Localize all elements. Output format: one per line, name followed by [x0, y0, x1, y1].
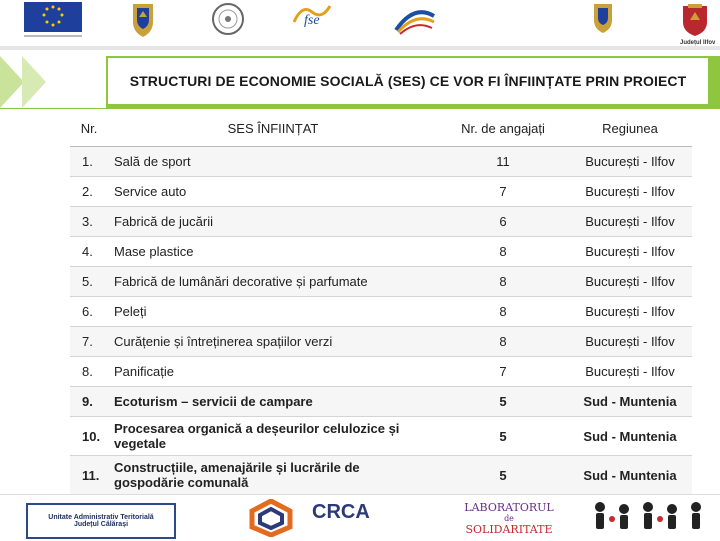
table-row [70, 267, 692, 297]
table-row [70, 297, 692, 327]
cell-ses-name: Peleți [108, 297, 438, 327]
cell-ses-name: Construcțiile, amenajările și lucrările de gospodărie comunală [108, 456, 438, 495]
cell-employees: 7 [438, 357, 568, 387]
uat-line2: Județul Călărași [73, 521, 129, 528]
cell-ses-name: Curățenie și întreținerea spațiilor verzi [108, 327, 438, 357]
cell-ses-name: Sală de sport [108, 147, 438, 177]
table-row [70, 327, 692, 357]
cell-ses-name: Mase plastice [108, 237, 438, 267]
cell-ses-name: Fabrică de jucării [108, 207, 438, 237]
arrow-decoration-icon [22, 56, 46, 108]
cell-nr: 10. [70, 417, 108, 456]
crca-hexagon-icon [238, 499, 304, 537]
uat-calarasi-logo [26, 503, 176, 539]
cell-region: București - Ilfov [568, 267, 692, 297]
column-header-employees: Nr. de angajați [438, 110, 568, 147]
cell-nr: 3. [70, 207, 108, 237]
svg-text:fse: fse [304, 13, 320, 28]
column-header-nr: Nr. [70, 110, 108, 147]
lab-line2: de [504, 514, 514, 523]
table-row [70, 207, 692, 237]
cell-region: Sud - Muntenia [568, 417, 692, 456]
cell-ses-name: Panificație [108, 357, 438, 387]
cell-region: București - Ilfov [568, 297, 692, 327]
cell-nr: 6. [70, 297, 108, 327]
cell-employees: 7 [438, 177, 568, 207]
page-title: STRUCTURI DE ECONOMIE SOCIALĂ (SES) CE VOR FI ÎNFIINȚATE PRIN PROIECT [129, 73, 687, 89]
cell-nr: 5. [70, 267, 108, 297]
cell-ses-name: Procesarea organică a deșeurilor celulozice și vegetale [108, 417, 438, 456]
ministry-crest-icon [592, 2, 614, 40]
title-underline [0, 108, 720, 109]
cell-region: București - Ilfov [568, 327, 692, 357]
cell-employees: 5 [438, 387, 568, 417]
uat-line1: Unitate Administrativ Teritorială [48, 514, 154, 521]
cell-nr: 2. [70, 177, 108, 207]
laborator-solidaritate-logo [464, 501, 554, 537]
header-divider [0, 46, 720, 50]
table-row [70, 147, 692, 177]
cell-region: Sud - Muntenia [568, 387, 692, 417]
cell-nr: 11. [70, 456, 108, 495]
ses-table [70, 110, 692, 494]
table-row [70, 456, 692, 495]
cell-nr: 4. [70, 237, 108, 267]
county-label: Județul Ilfov [680, 40, 716, 46]
ses-table-grid [70, 110, 692, 494]
table-header-row [70, 110, 692, 147]
lab-line3: SOLIDARITATE [465, 523, 553, 536]
footer [0, 494, 720, 541]
cell-region: București - Ilfov [568, 357, 692, 387]
cell-region: Sud - Muntenia [568, 456, 692, 495]
table-row [70, 417, 692, 456]
cell-nr: 1. [70, 147, 108, 177]
cell-nr: 8. [70, 357, 108, 387]
cell-region: București - Ilfov [568, 237, 692, 267]
cell-employees: 6 [438, 207, 568, 237]
cell-region: București - Ilfov [568, 177, 692, 207]
table-row [70, 237, 692, 267]
romania-coat-of-arms-icon [130, 2, 156, 40]
column-header-ses: SES ÎNFIINȚAT [108, 110, 438, 147]
fse-logo-icon [290, 2, 334, 40]
cell-ses-name: Service auto [108, 177, 438, 207]
cell-employees: 8 [438, 237, 568, 267]
cell-ses-name: Ecoturism – servicii de campare [108, 387, 438, 417]
cell-employees: 11 [438, 147, 568, 177]
cell-employees: 8 [438, 327, 568, 357]
eu-flag-icon [24, 2, 82, 40]
lab-line1: LABORATORUL [464, 501, 554, 514]
children-silhouettes-icon [590, 499, 714, 537]
cell-nr: 7. [70, 327, 108, 357]
table-row [70, 387, 692, 417]
cell-ses-name: Fabrică de lumânări decorative și parfumate [108, 267, 438, 297]
cell-region: București - Ilfov [568, 147, 692, 177]
logo-bar [0, 0, 720, 52]
cell-employees: 8 [438, 267, 568, 297]
cell-employees: 5 [438, 417, 568, 456]
cell-employees: 8 [438, 297, 568, 327]
arrow-decoration-icon [0, 56, 24, 108]
pos-dru-logo-icon [392, 2, 438, 40]
ilfov-coat-of-arms-icon [680, 2, 710, 40]
cell-employees: 5 [438, 456, 568, 495]
title-box [108, 58, 708, 104]
table-row [70, 357, 692, 387]
round-seal-icon [208, 2, 248, 40]
table-row [70, 177, 692, 207]
cell-nr: 9. [70, 387, 108, 417]
cell-region: București - Ilfov [568, 207, 692, 237]
column-header-region: Regiunea [568, 110, 692, 147]
crca-name: CRCA [312, 501, 370, 523]
